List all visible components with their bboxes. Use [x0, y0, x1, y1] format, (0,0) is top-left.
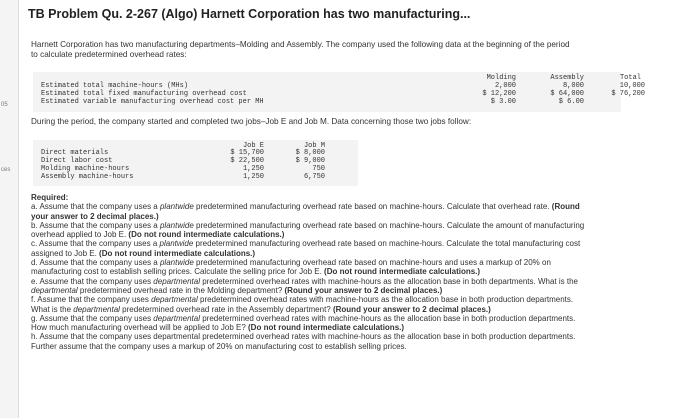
requirement-h: h. Assume that the company uses departmental predetermined overhead rates with machine-hours as the allocation base in both production departments. Further assume that the company uses a markup of 20% on manufacturing cost to establish selling prices. [31, 332, 576, 351]
requirement-g: g. Assume that the company uses departmental predetermined overhead rates with machine-hours as the allocation base in both production departments. How much manufacturing overhead will be applied to Job E? (Do not round intermediate calculations.) [31, 313, 576, 333]
row-label-molding-mh: Molding machine-hours [41, 165, 130, 173]
requirement-c: c. Assume that the company uses a plantwide predetermined manufacturing overhead rate based on machine-hours. Calculate the total manufacturing cost assigned to Job E. (Do not round intermediate calculations.) [31, 239, 581, 258]
cell-molding-variable: $ 3.00 [490, 98, 516, 106]
cell-job-m-materials: $ 8,000 [295, 149, 325, 157]
rail-mark-top: 05 [1, 102, 8, 108]
row-label-fixed: Estimated total fixed manufacturing overhead cost [41, 90, 247, 98]
cell-job-e-labor: $ 22,500 [230, 157, 264, 165]
cell-job-m-labor: $ 9,000 [295, 157, 325, 165]
cell-job-e-materials: $ 15,700 [230, 149, 264, 157]
requirement-a: a. Assume that the company uses a plantwide predetermined manufacturing overhead rate based on machine-hours. Calculate that overhead rate. (Round your answer to 2 decimal places.) [31, 202, 580, 221]
cell-job-m-molding-mh: 750 [312, 165, 325, 173]
row-label-variable: Estimated variable manufacturing overhead cost per MH [41, 98, 264, 106]
requirement-f: f. Assume that the company uses departmental predetermined overhead rates with machine-hours as the allocation base in both production departments. What is the departmental predetermined overhead rate in the Assembly department? (Round your answer to 2 decimal places.) [31, 295, 574, 314]
rate-table [33, 72, 621, 112]
total-column [603, 72, 647, 102]
job-table [33, 140, 358, 186]
requirement-b: b. Assume that the company uses a plantwide predetermined manufacturing overhead rate based on machine-hours. Calculate the amount of manufacturing overhead applied to Job E. (Do not round intermediate calculations.) [31, 220, 585, 240]
cell-assembly-fixed: $ 64,000 [550, 90, 584, 98]
cell-molding-fixed: $ 12,200 [482, 90, 516, 98]
row-label-mhs: Estimated total machine-hours (MHs) [41, 82, 189, 90]
jobs-intro: During the period, the company started and completed two jobs–Job E and Job M. Data concerning those two jobs follow: [31, 117, 472, 126]
cell-job-e-molding-mh: 1,250 [242, 165, 264, 173]
cell-job-e-assembly-mh: 1,250 [242, 173, 264, 181]
requirement-d: d. Assume that the company uses a plantwide predetermined manufacturing overhead rate based on machine-hours and uses a markup of 20% on manufacturing cost to establish selling prices. Calculate the selling price for Job E. (Do not round intermediate calculations.) [31, 258, 551, 277]
header-molding: Molding [486, 74, 516, 82]
required-section [31, 193, 591, 351]
cell-total-mhs: 10,000 [619, 82, 645, 90]
left-rail [0, 0, 19, 418]
row-label-assembly-mh: Assembly machine-hours [41, 173, 134, 181]
row-label-labor: Direct labor cost [41, 157, 113, 165]
header-total: Total [619, 74, 641, 82]
required-heading: Required: [31, 193, 69, 202]
cell-assembly-variable: $ 6.00 [558, 98, 584, 106]
intro-paragraph: Harnett Corporation has two manufacturing departments–Molding and Assembly. The company used the following data at the beginning of the period to calculate predetermined overhead rates: [31, 40, 570, 59]
header-job-e: Job E [242, 142, 264, 150]
row-label-materials: Direct materials [41, 149, 109, 157]
cell-job-m-assembly-mh: 6,750 [303, 173, 325, 181]
cell-molding-mhs: 2,000 [494, 82, 516, 90]
header-job-m: Job M [303, 142, 325, 150]
rail-mark-bottom: ces [1, 167, 11, 173]
cell-assembly-mhs: 8,000 [562, 82, 584, 90]
cell-total-fixed: $ 76,200 [611, 90, 645, 98]
page-title: TB Problem Qu. 2-267 (Algo) Harnett Corporation has two manufacturing... [28, 7, 471, 21]
header-assembly: Assembly [550, 74, 584, 82]
requirement-e: e. Assume that the company uses departmental predetermined overhead rates with machine-hours as the allocation base in both departments. What is the departmental predetermined overhead rate in the Molding department? (Round your answer to 2 decimal places.) [31, 276, 578, 295]
